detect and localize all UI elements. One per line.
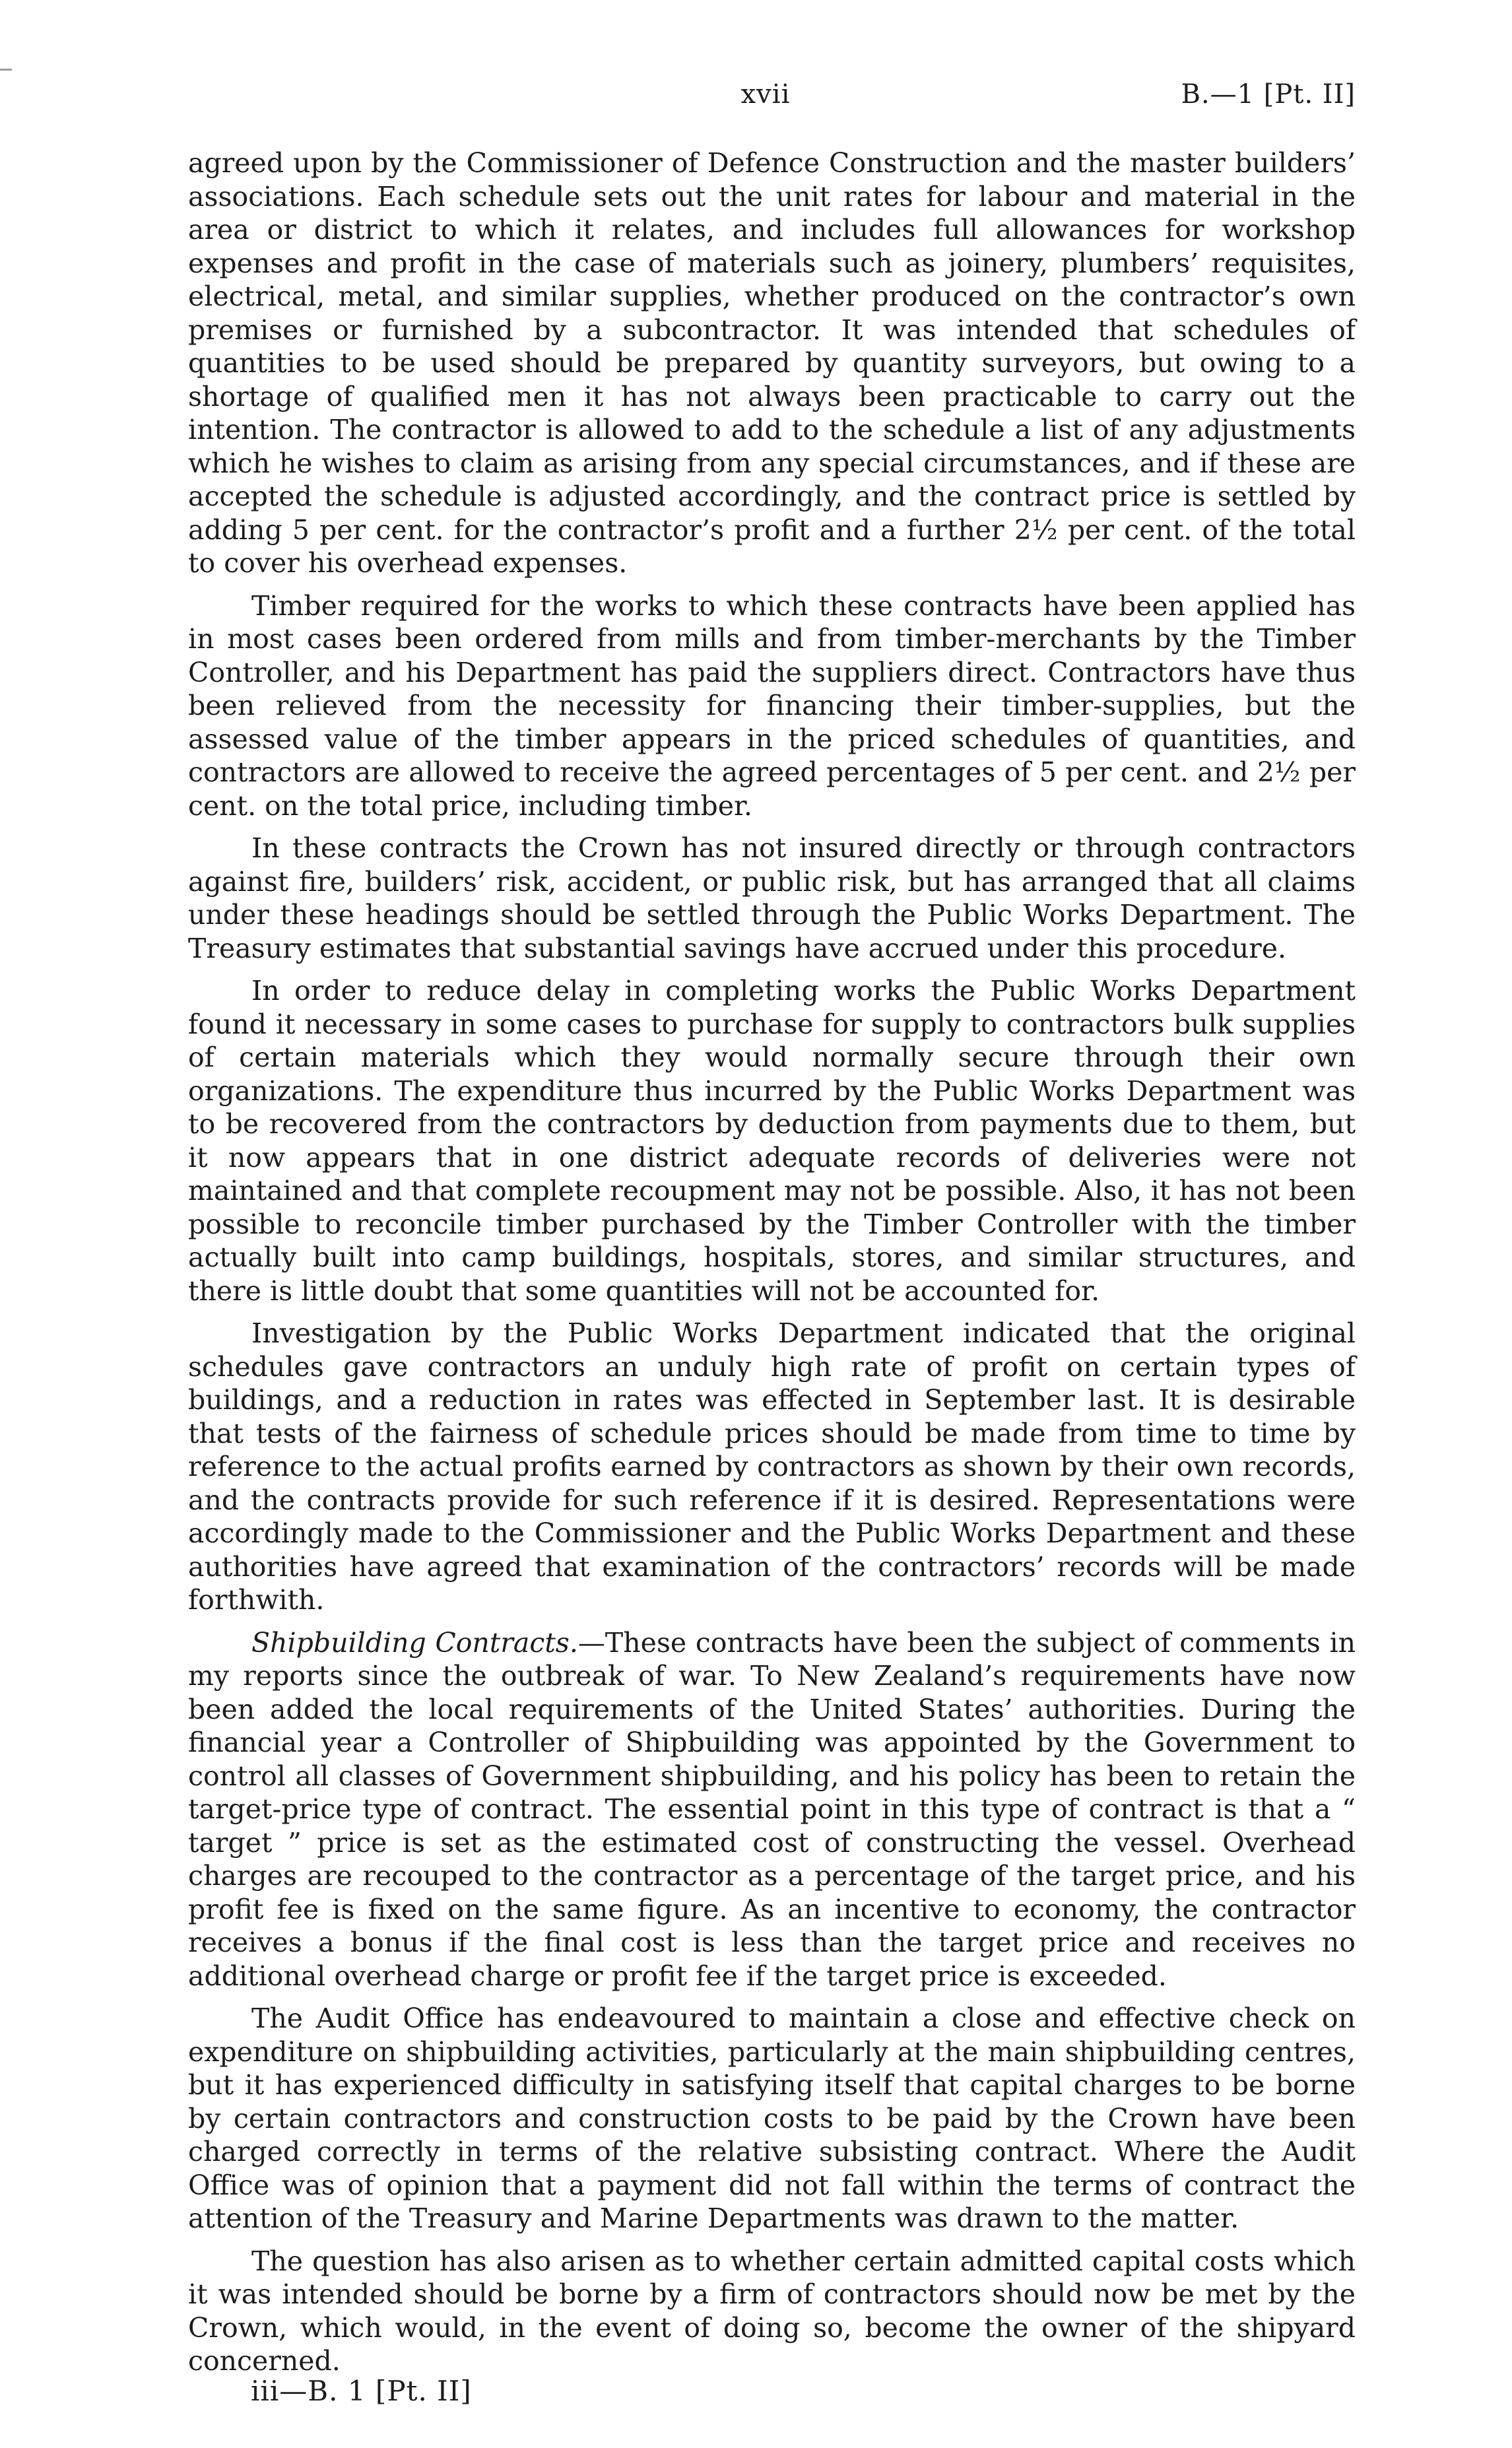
paragraph-text: agreed upon by the Commissioner of Defence Construction and the master builders’ associations. Each schedule sets out the unit rates for labour and material in the area or district to which it relates, and includes full allowances for workshop expenses and profit in the case of materials such as joinery, plumbers’ requisites, electrical, metal, and similar supplies, whether produced on the contractor’s own premises or furnished by a subcontractor. It was intended that schedules of quantities to be used should be prepared by quantity surveyors, but owing to a shortage of qualified men it has not always been practicable to carry out the intention. The contractor is allowed to add to the schedule a list of any adjustments which he wishes to claim as arising from any special circumstances, and if these are accepted the schedule is adjusted accordingly, and the contract price is settled by adding 5 per cent. for the contractor’s profit and a further 2½ per cent. of the total to cover his overhead expenses. xyxy=(188,147,1356,579)
paragraph xyxy=(188,2245,1356,2378)
paragraph xyxy=(188,147,1356,580)
paragraph xyxy=(188,1626,1356,1993)
paragraph xyxy=(188,974,1356,1307)
paragraph-text: Investigation by the Public Works Department indicated that the original schedules gave contractors an unduly high rate of profit on certain types of buildings, and a reduction in rates was effected in September last. It is desirable that tests of the fairness of schedule prices should be made from time to time by reference to the actual profits earned by contractors as shown by their own records, and the contracts provide for such reference if it is desired. Representations were accordingly made to the Commissioner and the Public Works Department and these authorities have agreed that examination of the contractors’ records will be made forthwith. xyxy=(188,1317,1356,1616)
paragraph xyxy=(188,832,1356,965)
paragraph xyxy=(188,589,1356,823)
paragraph-text: The question has also arisen as to whether certain admitted capital costs which it was intended should be borne by a firm of contractors should now be met by the Crown, which would, in the event of doing so, become the owner of the shipyard concerned. xyxy=(188,2245,1356,2377)
paragraph xyxy=(188,1317,1356,1617)
body-text xyxy=(188,147,1356,2387)
paragraph-text: The Audit Office has endeavoured to maintain a close and effective check on expenditure on shipbuilding activities, particularly at the main shipbuilding centres, but it has experienced difficulty in satisfying itself that capital charges to be borne by certain contractors and construction costs to be paid by the Crown have been charged correctly in terms of the relative subsisting contract. Where the Audit Office was of opinion that a payment did not fall within the terms of contract the attention of the Treasury and Marine Departments was drawn to the matter. xyxy=(188,2002,1356,2234)
paragraph-text: In order to reduce delay in completing works the Public Works Department found it necessary in some cases to purchase for supply to contractors bulk supplies of certain materials which they would normally secure through their own organizations. The expenditure thus incurred by the Public Works Department was to be recovered from the contractors by deduction from payments due to them, but it now appears that in one district adequate records of deliveries were not maintained and that complete recoupment may not be possible. Also, it has not been possible to reconcile timber purchased by the Timber Controller with the timber actually built into camp buildings, hospitals, stores, and similar structures, and there is little doubt that some quantities will not be accounted for. xyxy=(188,975,1356,1307)
paragraph-text: In these contracts the Crown has not insured directly or through contractors against fire, builders’ risk, accident, or public risk, but has arranged that all claims under these headings should be settled through the Public Works Department. The Treasury estimates that substantial savings have accrued under this procedure. xyxy=(188,832,1356,964)
document-reference: B.—1 [Pt. II] xyxy=(1181,79,1356,110)
paragraph-text: —These contracts have been the subject of comments in my reports since the outbreak of war. To New Zealand’s requirements have now been added the local requirements of the United States’ authorities. During the financial year a Controller of Shipbuilding was appointed by the Government to control all classes of Government shipbuilding, and his policy has been to retain the target-price type of contract. The essential point in this type of contract is that a “ target ” price is set as the estimated cost of constructing the vessel. Overhead charges are recouped to the contractor as a percentage of the target price, and his profit fee is fixed on the same figure. As an incentive to economy, the contractor receives a bonus if the final cost is less than the target price and receives no additional overhead charge or profit fee if the target price is exceeded. xyxy=(188,1626,1356,1992)
section-heading: Shipbuilding Contracts. xyxy=(251,1626,578,1659)
scan-mark xyxy=(0,69,12,71)
signature-mark: iii—B. 1 [Pt. II] xyxy=(251,2375,472,2407)
page-number: xvii xyxy=(740,79,791,110)
paragraph-text: Timber required for the works to which these contracts have been applied has in most cases been ordered from mills and from timber-merchants by the Timber Controller, and his Department has paid the suppliers direct. Contractors have thus been relieved from the necessity for financing their timber-supplies, but the assessed value of the timber appears in the priced schedules of quantities, and contractors are allowed to receive the agreed percentages of 5 per cent. and 2½ per cent. on the total price, including timber. xyxy=(188,589,1356,822)
paragraph xyxy=(188,2002,1356,2235)
